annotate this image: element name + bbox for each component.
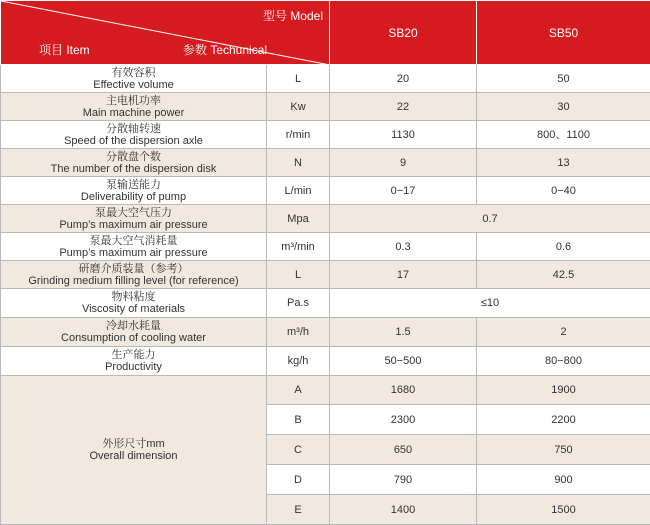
sb50-value: 1500 [477, 495, 650, 525]
sb20-value: 17 [330, 261, 477, 289]
sb50-value: 1900 [477, 376, 650, 405]
item-cell: 泵输送能力 Deliverability of pump [1, 177, 267, 205]
table-row [1, 289, 650, 318]
sb50-value: 750 [477, 435, 650, 465]
unit-cell: Mpa [267, 205, 330, 233]
dimension-key: B [267, 405, 330, 435]
sb50-value: 30 [477, 93, 650, 121]
sb20-value: 9 [330, 149, 477, 177]
unit-cell: m³/min [267, 233, 330, 261]
sb20-value: 2300 [330, 405, 477, 435]
item-cell: 分散盘个数 The number of the dispersion disk [1, 149, 267, 177]
unit-cell: L [267, 261, 330, 289]
dimension-key: E [267, 495, 330, 525]
merged-value: 0.7 [330, 205, 650, 233]
sb20-value: 1.5 [330, 318, 477, 347]
sb50-value: 2 [477, 318, 650, 347]
item-cell: 冷却水耗量 Consumption of cooling water [1, 318, 267, 347]
item-cell: 分散轴转速 Speed of the dispersion axle [1, 121, 267, 149]
table-row [1, 93, 650, 121]
dimension-label-cell: 外形尺寸mm Overall dimension [1, 376, 267, 525]
table-row [1, 177, 650, 205]
item-cell: 研磨介质装量（参考） Grinding medium filling level (for reference) [1, 261, 267, 289]
table-row [1, 318, 650, 347]
table-row [1, 347, 650, 376]
sb20-value: 0−17 [330, 177, 477, 205]
sb20-value: 22 [330, 93, 477, 121]
sb50-value: 0.6 [477, 233, 650, 261]
sb20-value: 1680 [330, 376, 477, 405]
dimension-key: D [267, 465, 330, 495]
model-header: 型号 Model [263, 10, 323, 22]
dimension-key: C [267, 435, 330, 465]
item-cell: 主电机功率 Main machine power [1, 93, 267, 121]
sb20-value: 0.3 [330, 233, 477, 261]
table-row [1, 205, 650, 233]
table-row [1, 121, 650, 149]
merged-value: ≤10 [330, 289, 650, 318]
sb50-value: 800、1100 [477, 121, 650, 149]
model-sb20-header: SB20 [330, 1, 477, 65]
sb50-value: 13 [477, 149, 650, 177]
header-corner-cell [1, 1, 330, 65]
sb20-value: 650 [330, 435, 477, 465]
unit-cell: N [267, 149, 330, 177]
sb50-value: 42.5 [477, 261, 650, 289]
item-cell: 泵最大空气压力 Pump’s maximum air pressure [1, 205, 267, 233]
table-row [1, 261, 650, 289]
sb50-value: 2200 [477, 405, 650, 435]
sb20-value: 790 [330, 465, 477, 495]
item-cell: 有效容积 Effective volume [1, 65, 267, 93]
item-cell: 物料粘度 Viscosity of materials [1, 289, 267, 318]
unit-cell: L/min [267, 177, 330, 205]
item-cell: 生产能力 Productivity [1, 347, 267, 376]
unit-cell: m³/h [267, 318, 330, 347]
item-header: 项目 Item [39, 44, 90, 56]
unit-cell: Pa.s [267, 289, 330, 318]
sb20-value: 20 [330, 65, 477, 93]
table-row [1, 149, 650, 177]
sb20-value: 1130 [330, 121, 477, 149]
sb50-value: 80−800 [477, 347, 650, 376]
header-row [1, 1, 650, 65]
sb50-value: 0−40 [477, 177, 650, 205]
sb50-value: 900 [477, 465, 650, 495]
sb50-value: 50 [477, 65, 650, 93]
unit-cell: L [267, 65, 330, 93]
unit-cell: r/min [267, 121, 330, 149]
item-cell: 泵最大空气消耗量 Pump’s maximum air pressure [1, 233, 267, 261]
sb20-value: 1400 [330, 495, 477, 525]
model-sb50-header: SB50 [477, 1, 650, 65]
table-row [1, 233, 650, 261]
unit-cell: kg/h [267, 347, 330, 376]
parameter-header: 参数 Techunical [183, 44, 267, 56]
unit-cell: Kw [267, 93, 330, 121]
dimension-row [1, 376, 650, 405]
dimension-key: A [267, 376, 330, 405]
table-row [1, 65, 650, 93]
sb20-value: 50−500 [330, 347, 477, 376]
